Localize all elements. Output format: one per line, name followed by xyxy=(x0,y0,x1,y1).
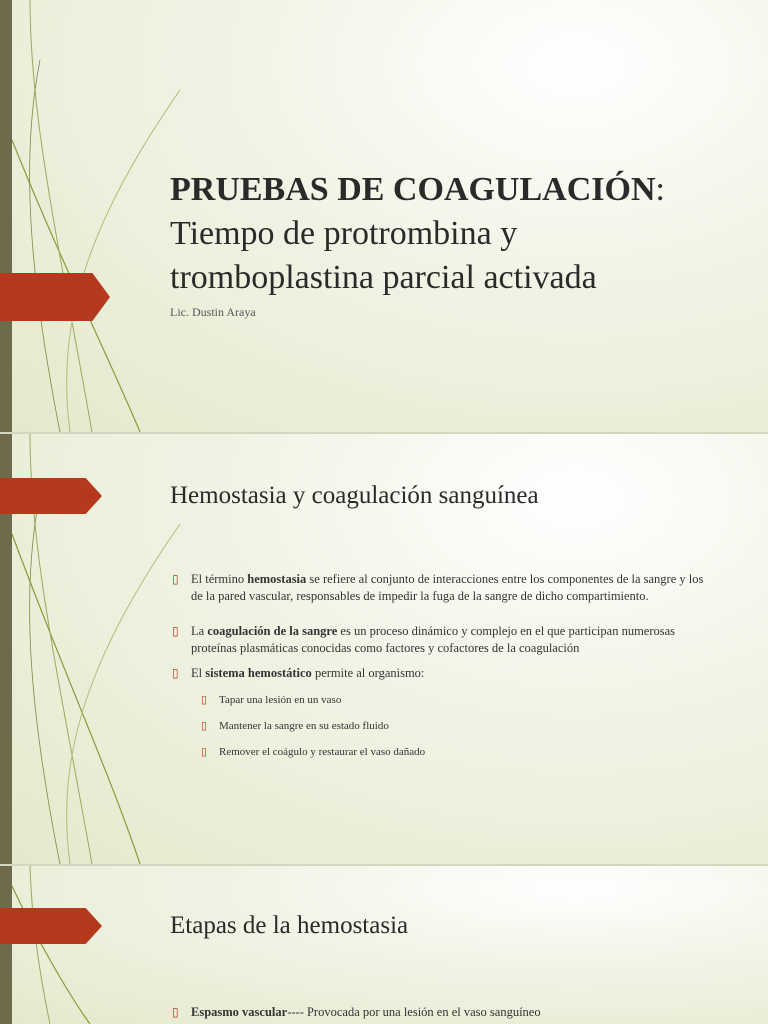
bullet-marker-icon: ▯ xyxy=(201,694,208,706)
bullet-list xyxy=(170,1004,715,1024)
sub-bullet-text: Tapar una lesión en un vaso xyxy=(219,694,342,706)
slide-title-text xyxy=(170,168,750,300)
bullet-bold: Espasmo vascular xyxy=(191,1005,288,1019)
left-bar xyxy=(0,0,12,432)
bullet-text: es un proceso dinámico y complejo en el que participan numerosas proteínas plasmáticas conocidas como factores y cofactores de la coagulación xyxy=(191,624,676,655)
sub-bullet-list xyxy=(199,692,715,761)
bullet-bold: hemostasia xyxy=(247,572,307,586)
title-bold: PRUEBAS DE COAGULACIÓN xyxy=(170,171,656,208)
author-subtitle: Lic. Dustin Araya xyxy=(170,305,256,319)
bullet-marker-icon: ▯ xyxy=(201,746,208,758)
slide-title xyxy=(0,0,768,432)
sub-bullet-item xyxy=(199,744,715,761)
bullet-list xyxy=(170,571,715,770)
bullet-marker-icon: ▯ xyxy=(172,666,179,680)
bullet-bold: coagulación de la sangre xyxy=(207,624,338,638)
bullet-item xyxy=(170,623,715,657)
sub-bullet-item xyxy=(199,692,715,709)
slide-heading: Etapas de la hemostasia xyxy=(170,912,409,939)
title-line-2: Tiempo de protrombina y xyxy=(170,215,518,252)
bullet-bold: sistema hemostático xyxy=(205,666,312,680)
bullet-text: El xyxy=(191,666,206,680)
bullet-item xyxy=(170,665,715,761)
sub-bullet-text: Mantener la sangre en su estado fluido xyxy=(219,720,389,732)
bullet-marker-icon: ▯ xyxy=(201,720,208,732)
bullet-item xyxy=(170,1004,715,1021)
slide-heading: Hemostasia y coagulación sanguínea xyxy=(170,482,539,509)
bullet-text: ---- Provocada por una lesión en el vaso sanguíneo xyxy=(287,1005,541,1019)
title-colon: : xyxy=(655,171,665,208)
accent-tab xyxy=(0,273,110,321)
left-bar xyxy=(0,866,12,1024)
accent-tab xyxy=(0,908,102,944)
accent-tab xyxy=(0,478,102,514)
bullet-text: La xyxy=(191,624,208,638)
bullet-text: El término xyxy=(191,572,248,586)
bullet-text: se refiere al conjunto de interacciones entre los componentes de la sangre y los de la pared vascular, responsables de impedir la fuga de la sangre de dicho compartimiento. xyxy=(191,572,704,603)
title-line-3: tromboplastina parcial activada xyxy=(170,259,597,296)
sub-bullet-text: Remover el coágulo y restaurar el vaso dañado xyxy=(219,746,426,758)
sub-bullet-item xyxy=(199,718,715,735)
decorative-swoosh xyxy=(0,866,200,1024)
bullet-marker-icon: ▯ xyxy=(172,1005,179,1019)
slide-etapas xyxy=(0,866,768,1024)
bullet-text: permite al organismo: xyxy=(311,666,425,680)
bullet-marker-icon: ▯ xyxy=(172,572,179,586)
bullet-item xyxy=(170,571,715,605)
bullet-marker-icon: ▯ xyxy=(172,624,179,638)
slide-hemostasia xyxy=(0,434,768,864)
